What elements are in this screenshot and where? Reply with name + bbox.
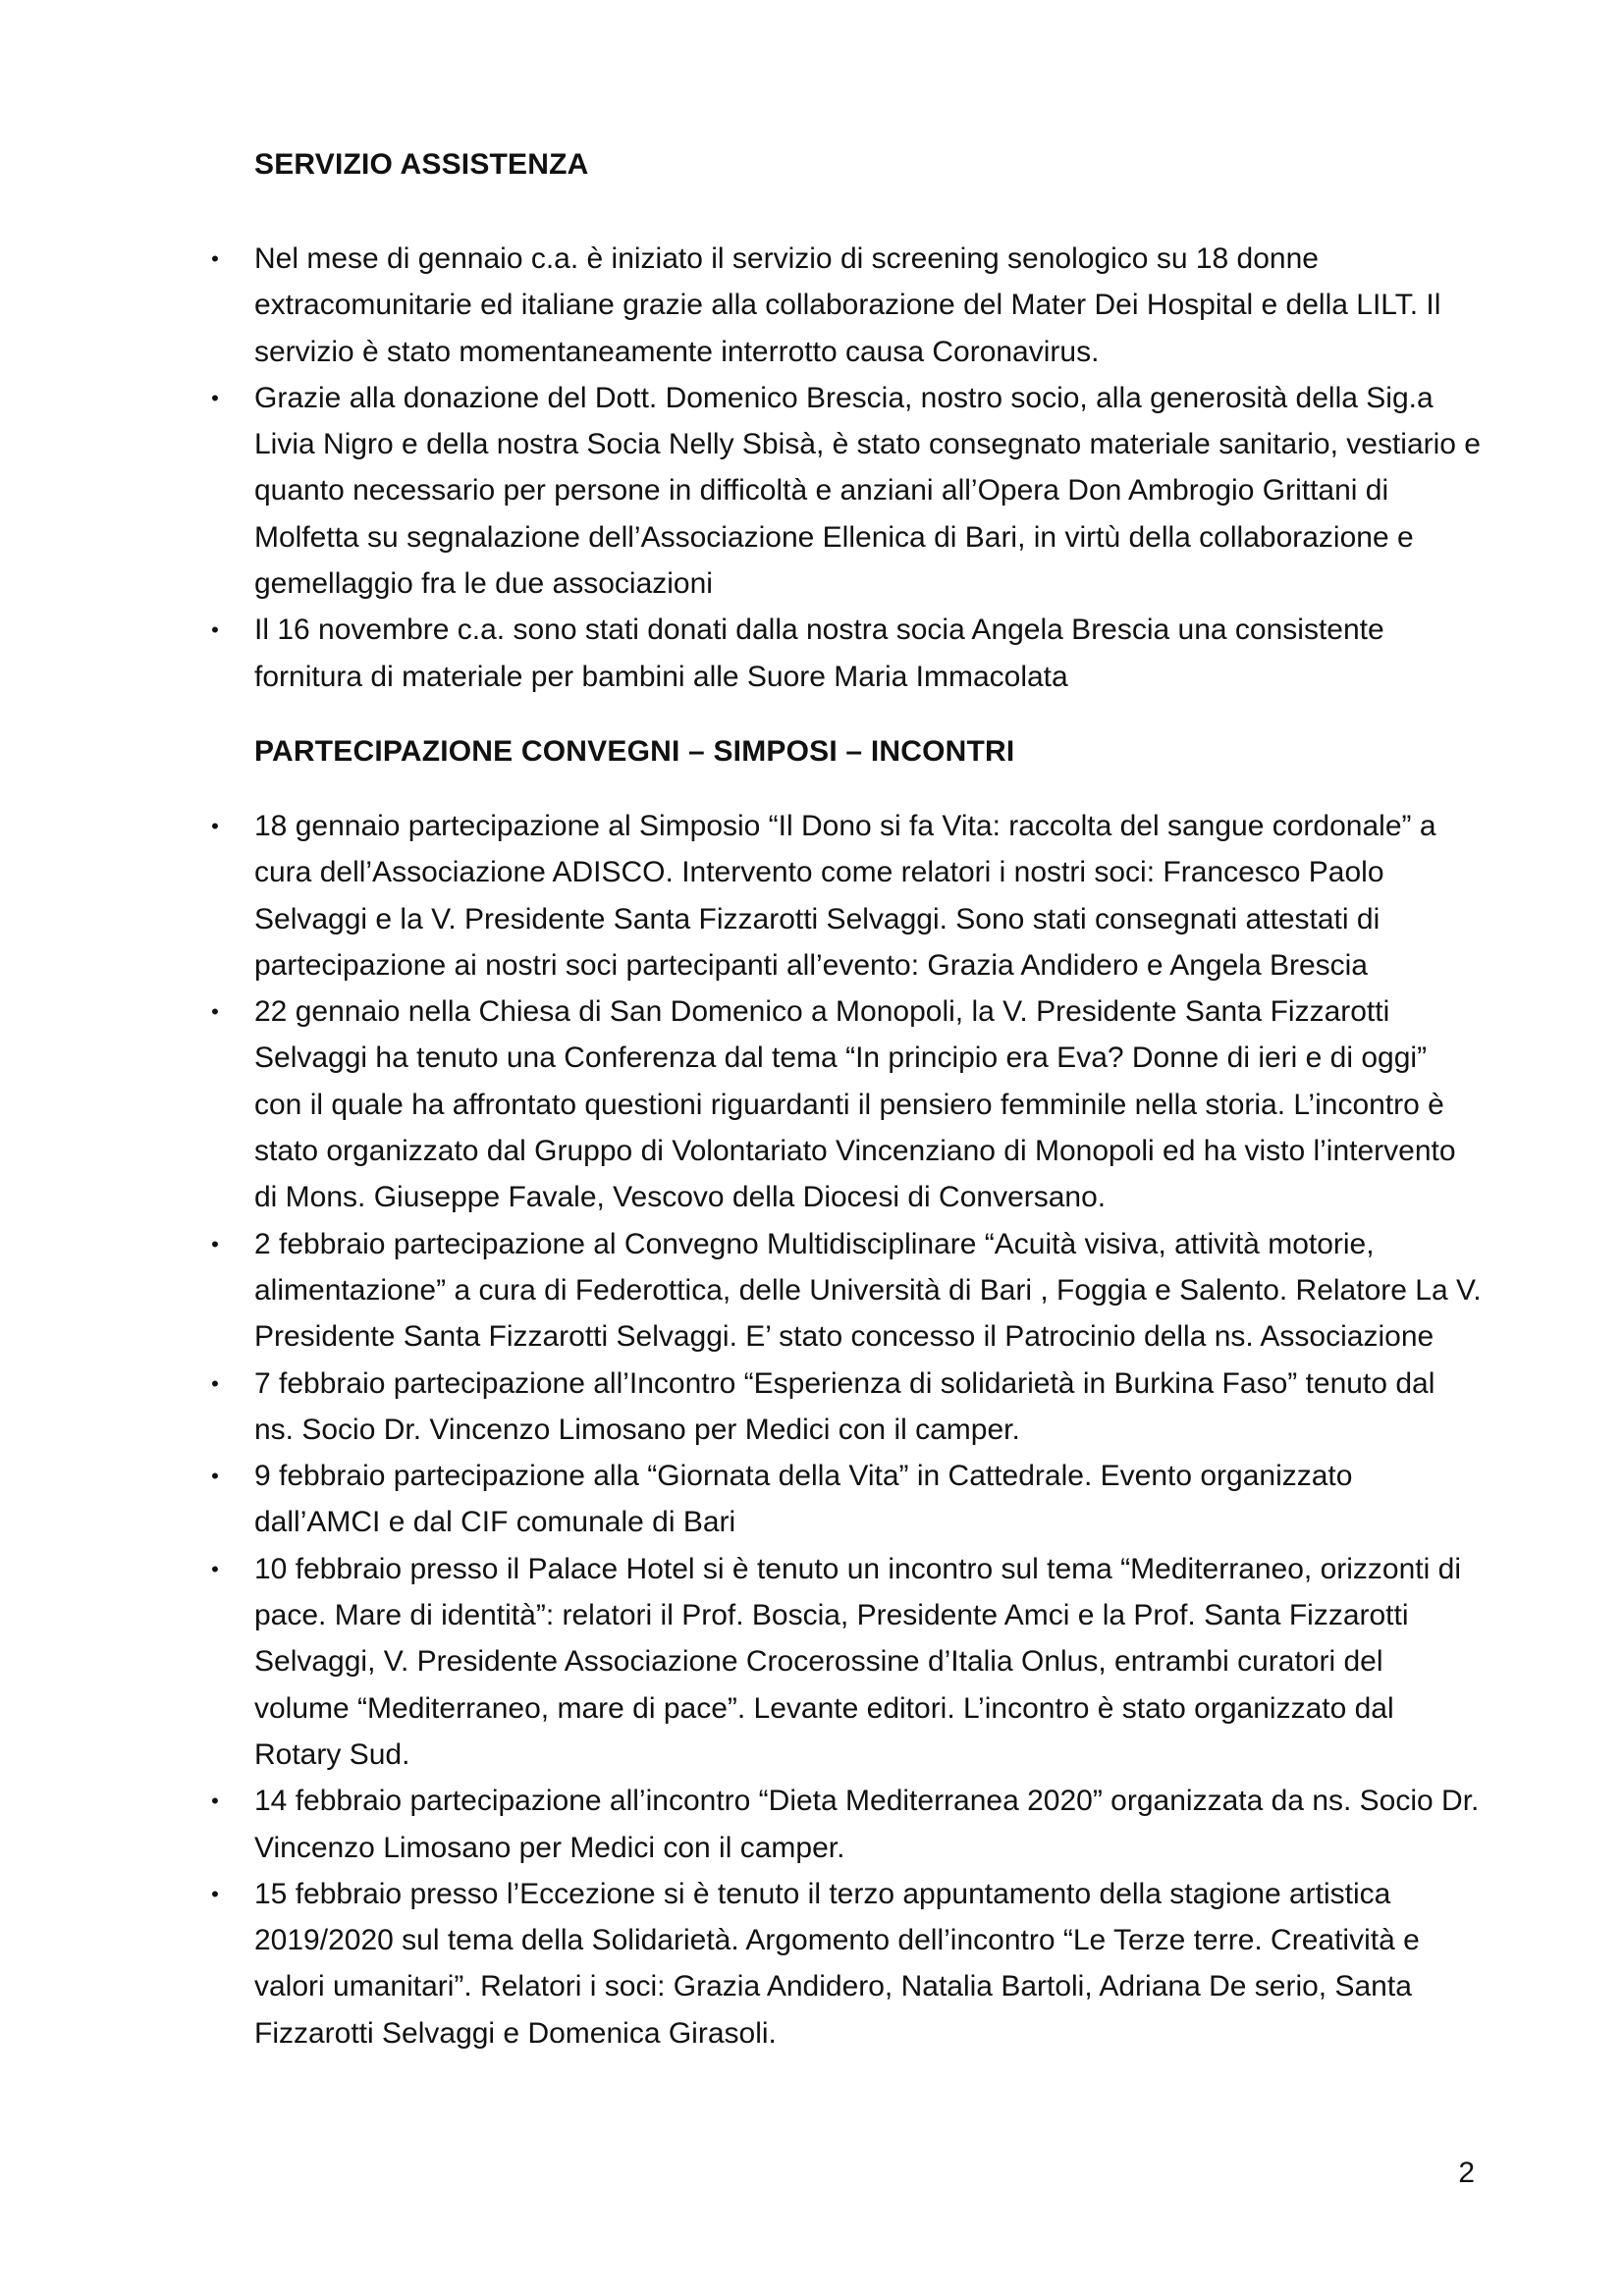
list-item <box>211 1361 1482 1454</box>
bullet-icon: • <box>211 617 219 643</box>
list-item <box>211 1221 1482 1361</box>
list-item-text: Grazie alla donazione del Dott. Domenico Brescia, nostro socio, alla generosità della Sig.a Livia Nigro e della nostra Socia Nelly Sbisà, è stato consegnato materiale sanitario, vestiario e quanto necessario per persone in difficoltà e anziani all’Opera Don Ambrogio Grittani di Molfetta su segnalazione dell’Associazione Ellenica di Bari, in virtù della collaborazione e gemellaggio fra le due associazioni <box>254 381 1481 601</box>
list-item-text: 9 febbraio partecipazione alla “Giornata della Vita” in Cattedrale. Evento organizzato dall’AMCI e dal CIF comunale di Bari <box>254 1460 1353 1539</box>
servizio-assistenza-list <box>211 236 1482 700</box>
bullet-icon: • <box>211 1464 219 1489</box>
page-number: 2 <box>1458 2157 1475 2189</box>
bullet-icon: • <box>211 1556 219 1581</box>
list-item <box>211 1546 1482 1778</box>
list-item <box>211 607 1482 700</box>
list-item <box>211 1871 1482 2056</box>
bullet-icon: • <box>211 1789 219 1814</box>
section-heading-servizio-assistenza: SERVIZIO ASSISTENZA <box>254 148 589 181</box>
bullet-icon: • <box>211 999 219 1025</box>
list-item <box>211 803 1482 988</box>
section-heading-partecipazione-convegni: PARTECIPAZIONE CONVEGNI – SIMPOSI – INCONTRI <box>254 735 1015 768</box>
list-item <box>211 236 1482 375</box>
list-item <box>211 988 1482 1220</box>
list-item <box>211 375 1482 607</box>
list-item-text: 14 febbraio partecipazione all’incontro “Dieta Mediterranea 2020” organizzata da ns. Socio Dr. Vincenzo Limosano per Medici con il camper. <box>254 1785 1480 1864</box>
list-item-text: Il 16 novembre c.a. sono stati donati dalla nostra socia Angela Brescia una consistente fornitura di materiale per bambini alle Suore Maria Immacolata <box>254 614 1384 693</box>
list-item <box>211 1778 1482 1871</box>
bullet-icon: • <box>211 1370 219 1396</box>
list-item-text: 18 gennaio partecipazione al Simposio “Il Dono si fa Vita: raccolta del sangue cordonale” a cura dell’Associazione ADISCO. Intervento come relatori i nostri soci: Francesco Paolo Selvaggi e la V. Presidente Santa Fizzarotti Selvaggi. Sono stati consegnati attestati di partecipazione ai nostri soci partecipanti all’evento: Grazia Andidero e Angela Brescia <box>254 810 1436 982</box>
list-item-text: Nel mese di gennaio c.a. è iniziato il servizio di screening senologico su 18 donne extracomunitarie ed italiane grazie alla collaborazione del Mater Dei Hospital e della LILT. Il servizio è stato momentaneamente interrotto causa Coronavirus. <box>254 242 1441 368</box>
list-item-text: 10 febbraio presso il Palace Hotel si è tenuto un incontro sul tema “Mediterraneo, orizzonti di pace. Mare di identità”: relatori il Prof. Boscia, Presidente Amci e la Prof. Santa Fizzarotti Selvaggi, V. Presidente Associazione Crocerossine d’Italia Onlus, entrambi curatori del volume “Mediterraneo, mare di pace”. Levante editori. L’incontro è stato organizzato dal Rotary Sud. <box>254 1552 1461 1771</box>
bullet-icon: • <box>211 1231 219 1256</box>
bullet-icon: • <box>211 1881 219 1906</box>
list-item <box>211 1453 1482 1546</box>
bullet-icon: • <box>211 246 219 271</box>
list-item-text: 15 febbraio presso l’Eccezione si è tenuto il terzo appuntamento della stagione artistica 2019/2020 sul tema della Solidarietà. Argomento dell’incontro “Le Terze terre. Creatività e valori umanitari”. Relatori i soci: Grazia Andidero, Natalia Bartoli, Adriana De serio, Santa Fizzarotti Selvaggi e Domenica Girasoli. <box>254 1877 1420 2050</box>
bullet-icon: • <box>211 814 219 838</box>
list-item-text: 7 febbraio partecipazione all’Incontro “Esperienza di solidarietà in Burkina Faso” tenuto dal ns. Socio Dr. Vincenzo Limosano per Medici con il camper. <box>254 1366 1435 1446</box>
list-item-text: 22 gennaio nella Chiesa di San Domenico a Monopoli, la V. Presidente Santa Fizzarotti Selvaggi ha tenuto una Conferenza dal tema “In principio era Eva? Donne di ieri e di oggi” con il quale ha affrontato questioni riguardanti il pensiero femminile nella storia. L’incontro è stato organizzato dal Gruppo di Volontariato Vincenziano di Monopoli ed ha visto l’intervento di Mons. Giuseppe Favale, Vescovo della Diocesi di Conversano. <box>254 995 1456 1214</box>
bullet-icon: • <box>211 385 219 410</box>
partecipazione-convegni-list <box>211 803 1482 2056</box>
list-item-text: 2 febbraio partecipazione al Convegno Multidisciplinare “Acuità visiva, attività motorie, alimentazione” a cura di Federottica, delle Università di Bari , Foggia e Salento. Relatore La V. Presidente Santa Fizzarotti Selvaggi. E’ stato concesso il Patrocinio della ns. Associazione <box>254 1227 1482 1354</box>
